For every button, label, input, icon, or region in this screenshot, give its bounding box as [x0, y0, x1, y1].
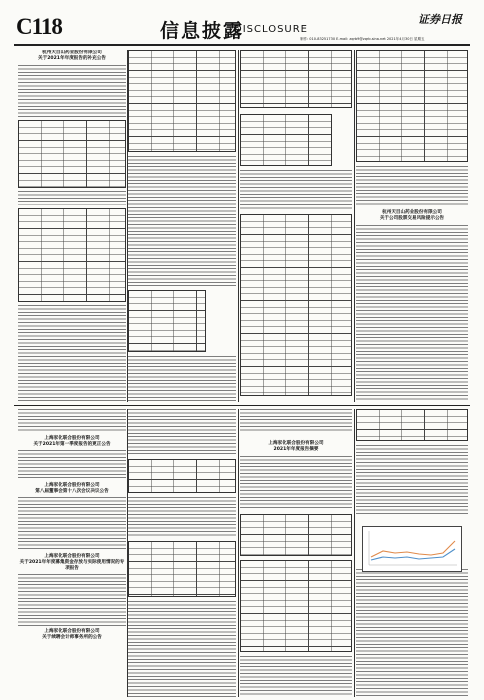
announcement-body-text: [240, 170, 352, 210]
announcement-body-text: [356, 166, 468, 206]
data-table: [240, 560, 352, 652]
announcement-subtitle: 关于公司股票交易风险提示公告: [379, 216, 445, 221]
announcement-title: 上海家化联合股份有限公司: [44, 629, 100, 634]
announcement-body-text: [18, 574, 126, 626]
announcement-title: 上海家化联合股份有限公司: [44, 436, 100, 441]
data-table: [128, 459, 236, 493]
announcement-subtitle: 关于续聘会计师事务所的公告: [42, 635, 102, 640]
column-separator: [238, 50, 239, 402]
column-separator: [354, 409, 355, 697]
page-number: C118: [16, 14, 62, 39]
column-separator: [238, 409, 239, 697]
masthead-rule: [14, 44, 470, 46]
announcement-column-7: [240, 409, 352, 697]
announcement-column-6: [128, 409, 236, 697]
announcement-body-text: [18, 450, 126, 480]
announcement-body-text: [240, 656, 352, 697]
announcement-body-text: [128, 356, 236, 402]
announcement-column-2: [128, 50, 236, 402]
data-table: [18, 120, 126, 188]
data-table: [18, 208, 126, 302]
announcement-body-text: [128, 409, 236, 455]
announcement-body-text: [18, 191, 126, 205]
announcement-body-text: [128, 601, 236, 697]
column-separator: [354, 50, 355, 402]
newspaper-logo: 证券日报: [418, 13, 462, 26]
announcement-body-text: [356, 445, 468, 515]
announcement-body-text: [18, 65, 126, 117]
masthead: [0, 0, 484, 44]
section-divider: [14, 405, 470, 406]
announcement-subtitle: 关于2021年第一季度报告的更正公告: [33, 442, 111, 447]
section-title: 信息披露: [160, 20, 245, 42]
line-chart: [363, 527, 461, 571]
announcement-column-4: [356, 50, 468, 402]
line-chart-figure: [362, 526, 462, 572]
announcement-body-text: [356, 225, 468, 401]
data-table: [240, 514, 352, 556]
announcement-column-1: [18, 50, 126, 402]
announcement-subtitle: 第八届董事会第十八次会议决议公告: [35, 489, 109, 494]
announcement-body-text: [18, 409, 126, 433]
announcement-body-text: [356, 569, 468, 697]
announcement-body-text: [240, 456, 352, 510]
announcement-title: 上海家化联合股份有限公司: [44, 483, 100, 488]
announcement-body-text: [18, 305, 126, 402]
data-table: [240, 50, 352, 108]
data-table: [356, 409, 468, 441]
contact-line: 制作: 010-83251730 E-mail: zqrb9@zqrb.sina.net 2021年4月30日 星期五: [300, 37, 425, 41]
announcement-title: 杭州天目山药业股份有限公司: [382, 210, 442, 215]
announcement-title: 上海家化联合股份有限公司: [44, 554, 100, 559]
announcement-subtitle: 2021年年度报告摘要: [273, 447, 319, 452]
announcement-column-5: [18, 409, 126, 697]
column-separator: [127, 409, 128, 697]
data-table: [128, 290, 206, 352]
data-table: [128, 541, 236, 597]
announcement-body-text: [240, 409, 352, 433]
data-table: [240, 114, 332, 166]
data-table: [356, 50, 468, 162]
section-english-title: DISCLOSURE: [234, 24, 308, 35]
announcement-body-text: [18, 497, 126, 551]
announcement-title: 杭州天目山药业股份有限公司: [42, 50, 102, 55]
announcement-body-text: [128, 156, 236, 286]
announcement-subtitle: 关于2021年年度募集资金存放与实际使用情况的专项报告: [19, 560, 125, 571]
data-table: [128, 50, 236, 152]
announcement-body-text: [128, 497, 236, 537]
announcement-title: 上海家化联合股份有限公司: [268, 441, 324, 446]
announcement-subtitle: 关于2021年年度报告的补充公告: [38, 56, 106, 61]
chart-series-line: [371, 541, 455, 557]
column-separator: [127, 50, 128, 402]
announcement-column-3: [240, 50, 352, 402]
data-table: [240, 214, 352, 396]
